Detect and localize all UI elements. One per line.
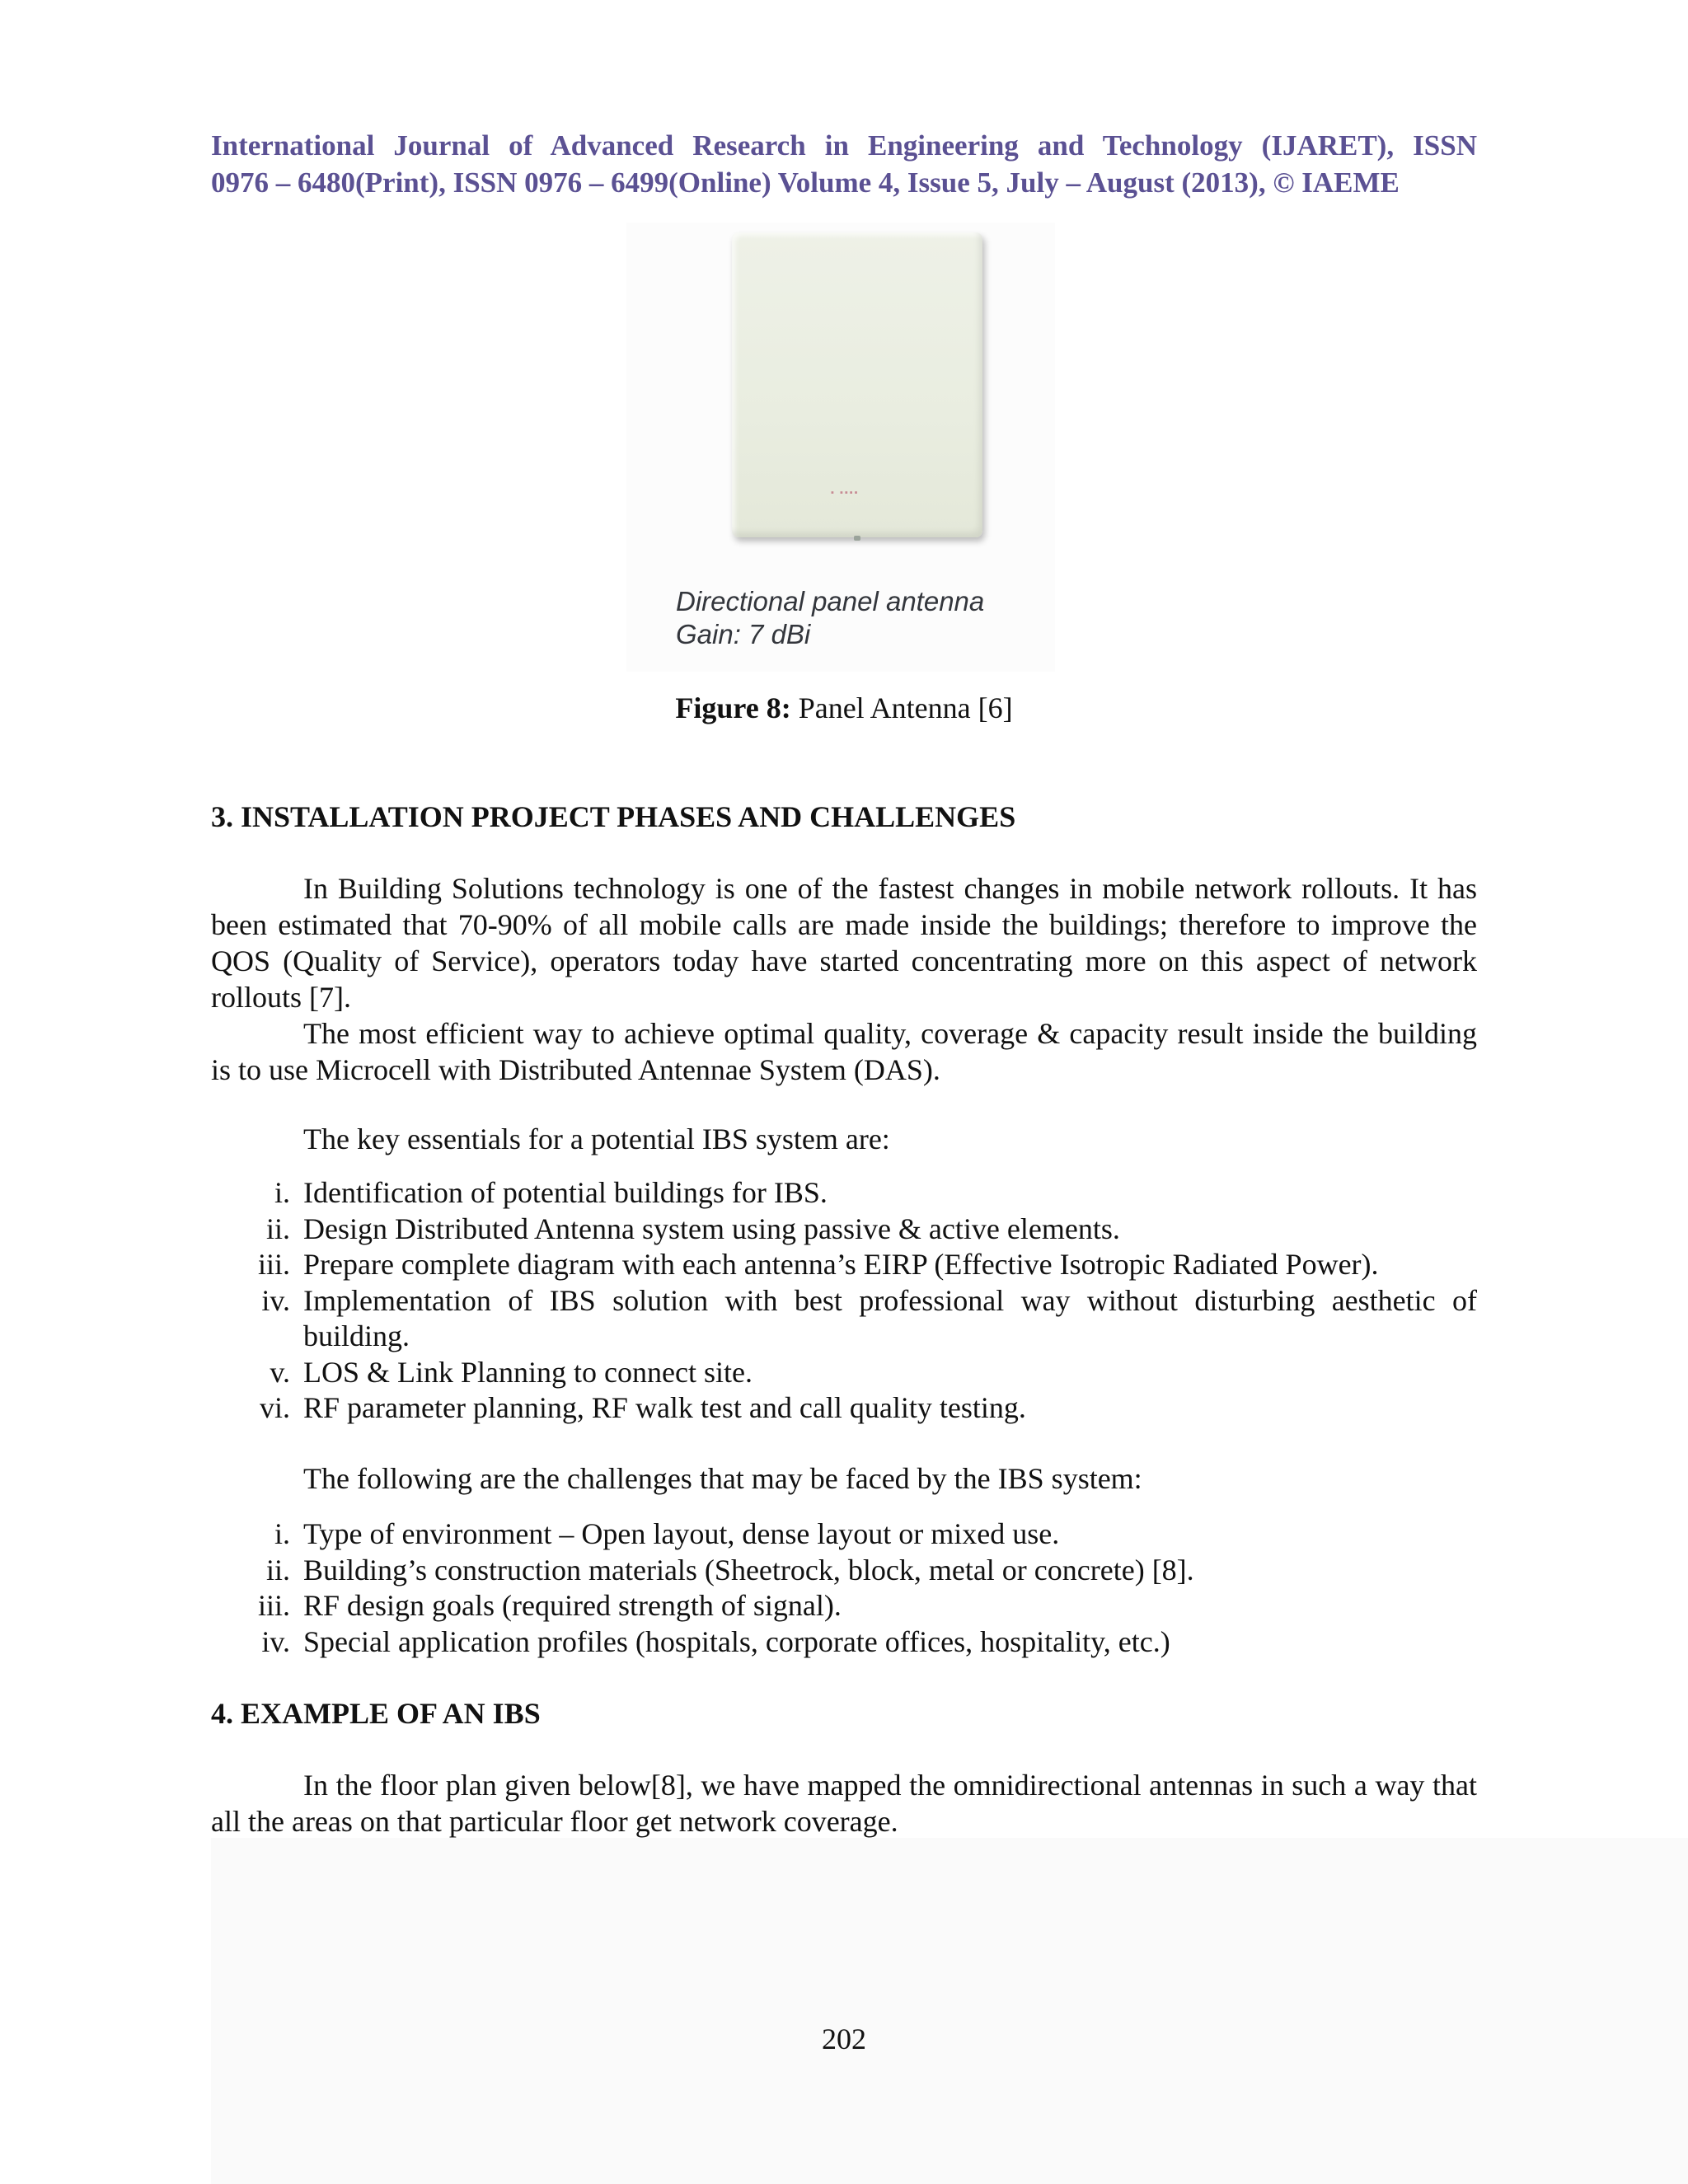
figure-caption-label: Figure 8: bbox=[675, 691, 791, 724]
list-item-number: i. bbox=[274, 1176, 290, 1209]
list-item-number: i. bbox=[274, 1517, 290, 1550]
image-caption-line-1: Directional panel antenna bbox=[676, 586, 985, 616]
figure-caption bbox=[0, 691, 1688, 725]
antenna-logo-mark: ▪ ▪▪▪▪ bbox=[831, 488, 860, 498]
image-caption bbox=[676, 585, 984, 651]
essentials-intro bbox=[211, 1121, 1477, 1157]
section-4-paragraph-1 bbox=[211, 1767, 1477, 1840]
panel-antenna-image bbox=[732, 232, 982, 537]
section-4-paragraph-1-text: In the floor plan given below[8], we have mapped the omnidirectional antennas in such a way that all the areas on that particular floor get network coverage. bbox=[211, 1769, 1477, 1838]
essentials-list bbox=[211, 1175, 1477, 1427]
list-item-text: RF parameter planning, RF walk test and call quality testing. bbox=[303, 1391, 1026, 1424]
list-item-number: iii. bbox=[257, 1248, 290, 1281]
journal-header-line-1: International Journal of Advanced Research in Engineering and Technology (IJARET), ISSN bbox=[211, 129, 1477, 162]
image-caption-line-2: Gain: 7 dBi bbox=[676, 619, 811, 649]
list-item-text: Design Distributed Antenna system using passive & active elements. bbox=[303, 1212, 1120, 1245]
section-3-paragraph-1 bbox=[211, 870, 1477, 1015]
list-item-number: iv. bbox=[261, 1624, 290, 1658]
section-3-heading: 3. INSTALLATION PROJECT PHASES AND CHALLENGES bbox=[211, 800, 1016, 833]
list-item-text: Type of environment – Open layout, dense layout or mixed use. bbox=[303, 1517, 1060, 1550]
list-item-text: Building’s construction materials (Sheetrock, block, metal or concrete) [8]. bbox=[303, 1553, 1194, 1586]
figure-caption-text: Panel Antenna [6] bbox=[790, 691, 1013, 724]
list-item bbox=[211, 1175, 1477, 1212]
list-item-text: Prepare complete diagram with each antenna’s EIRP (Effective Isotropic Radiated Power). bbox=[303, 1248, 1379, 1281]
essentials-intro-text: The key essentials for a potential IBS system are: bbox=[303, 1122, 890, 1155]
list-item bbox=[211, 1588, 1477, 1624]
page-number: 202 bbox=[822, 2022, 866, 2055]
list-item-text: Special application profiles (hospitals, corporate offices, hospitality, etc.) bbox=[303, 1624, 1170, 1658]
section-3-paragraph-1-text: In Building Solutions technology is one of the fastest changes in mobile network rollouts. It has been estimated that 70-90% of all mobile calls are made inside the buildings; therefore to improve the QOS (Quality of Service), operators today have started concentrating more on this aspect of network rollouts [7]. bbox=[211, 872, 1477, 1014]
list-item bbox=[211, 1624, 1477, 1661]
list-item-text: RF design goals (required strength of signal). bbox=[303, 1589, 842, 1622]
journal-header bbox=[211, 127, 1477, 201]
challenges-intro-text: The following are the challenges that may be faced by the IBS system: bbox=[303, 1462, 1142, 1495]
list-item-text: LOS & Link Planning to connect site. bbox=[303, 1355, 753, 1389]
section-3-paragraph-2 bbox=[211, 1015, 1477, 1088]
journal-header-line-2: 0976 – 6480(Print), ISSN 0976 – 6499(Online) Volume 4, Issue 5, July – August (2013), © IAEME bbox=[211, 166, 1400, 199]
list-item-number: ii. bbox=[265, 1553, 290, 1586]
list-item-number: vi. bbox=[259, 1391, 290, 1424]
list-item-text: Identification of potential buildings for IBS. bbox=[303, 1176, 828, 1209]
list-item bbox=[211, 1516, 1477, 1553]
list-item bbox=[211, 1390, 1477, 1427]
list-item bbox=[211, 1553, 1477, 1589]
list-item-number: iii. bbox=[257, 1589, 290, 1622]
list-item-number: iv. bbox=[261, 1283, 290, 1317]
antenna-connector bbox=[854, 536, 860, 541]
section-3-paragraph-2-text: The most efficient way to achieve optimal quality, coverage & capacity result inside the building is to use Microcell with Distributed Antennae System (DAS). bbox=[211, 1017, 1477, 1086]
section-4-heading: 4. EXAMPLE OF AN IBS bbox=[211, 1697, 541, 1730]
list-item-number: v. bbox=[270, 1355, 290, 1389]
list-item bbox=[211, 1355, 1477, 1391]
list-item-number: ii. bbox=[265, 1212, 290, 1245]
list-item-text: Implementation of IBS solution with best professional way without disturbing aesthetic of building. bbox=[303, 1283, 1477, 1352]
list-item bbox=[211, 1247, 1477, 1283]
list-item bbox=[211, 1283, 1477, 1355]
challenges-list bbox=[211, 1516, 1477, 1660]
figure-panel-antenna bbox=[626, 223, 1055, 672]
challenges-intro bbox=[211, 1460, 1477, 1497]
list-item bbox=[211, 1212, 1477, 1248]
page-background-tint bbox=[211, 1838, 1688, 2184]
